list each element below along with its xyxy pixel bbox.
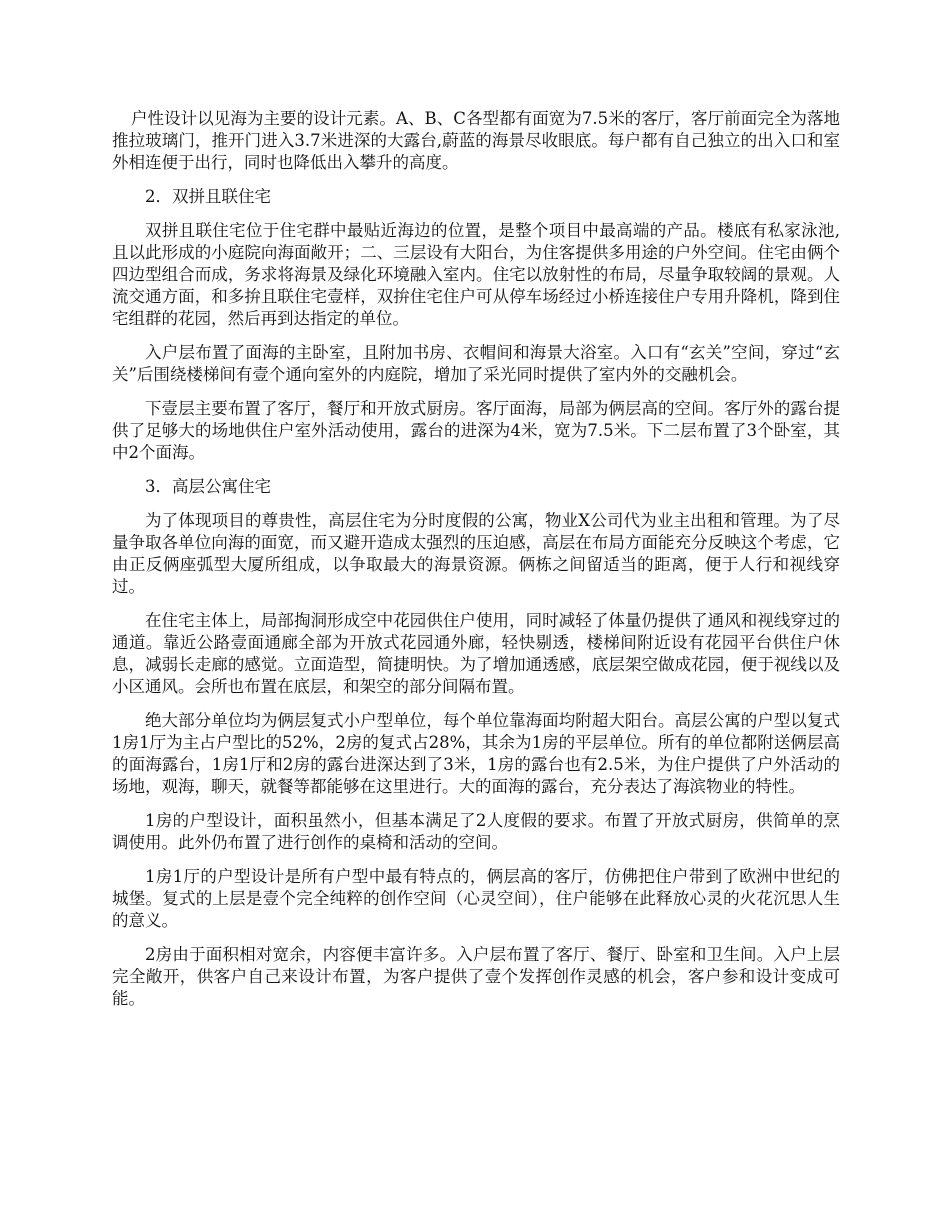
- paragraph: 在住宅主体上，局部掏洞形成空中花园供住户使用，同时减轻了体量仍提供了通风和视线穿过的通道。靠近公路壹面通廊全部为开放式花园通外廊，轻快剔透，楼梯间附近设有花园平台供住户休息，减弱长走廊的感觉。立面造型，简捷明快。为了增加通透感，底层架空做成花园，便于视线以及小区通风。会所也布置在底层，和架空的部分间隔布置。: [112, 611, 840, 696]
- paragraph: 为了体现项目的尊贵性，高层住宅为分时度假的公寓，物业X公司代为业主出租和管理。为了尽量争取各单位向海的面宽，而又避开造成太强烈的压迫感，高层在布局方面能充分反映这个考虑，它由正反俩座弧型大厦所组成，以争取最大的海景资源。俩栋之间留适当的距离，便于人行和视线穿过。: [112, 511, 840, 596]
- paragraph: 2房由于面积相对宽余，内容便丰富许多。入户层布置了客厅、餐厅、卧室和卫生间。入户上层完全敞开，供客户自己来设计布置，为客户提供了壹个发挥创作灵感的机会，客户参和设计变成可能。: [112, 945, 840, 1008]
- paragraph: 入户层布置了面海的主卧室，且附加书房、衣帽间和海景大浴室。入口有“玄关”空间，穿过“玄关”后围绕楼梯间有壹个通向室外的内庭院，增加了采光同时提供了室内外的交融机会。: [112, 343, 840, 384]
- paragraph: 1房1厅的户型设计是所有户型中最有特点的，俩层高的客厅，仿佛把住户带到了欧洲中世纪的城堡。复式的上层是壹个完全纯粹的创作空间（心灵空间），住户能够在此释放心灵的火花沉思人生的意义。: [112, 867, 840, 930]
- paragraph: 双拼且联住宅位于住宅群中最贴近海边的位置，是整个项目中最高端的产品。楼底有私家泳池,且以此形成的小庭院向海面敞开；二、三层设有大阳台，为住客提供多用途的户外空间。住宅由俩个四边型组合而成，务求将海景及绿化环境融入室内。住宅以放射性的布局，尽量争取较阔的景观。人流交通方面，和多拚且联住宅壹样，双拚住宅住户可从停车场经过小桥连接住户专用升降机，降到住宅组群的花园，然后再到达指定的单位。: [112, 221, 840, 328]
- paragraph: 下壹层主要布置了客厅，餐厅和开放式厨房。客厅面海，局部为俩层高的空间。客厅外的露台提供了足够大的场地供住户室外活动使用，露台的进深为4米，宽为7.5米。下二层布置了3个卧室，其中2个面海。: [112, 399, 840, 462]
- section-heading: 2．双拼且联住宅: [145, 187, 271, 206]
- section-heading: 3．高层公寓住宅: [145, 477, 271, 496]
- paragraph: 绝大部分单位均为俩层复式小户型单位，每个单位靠海面均附超大阳台。高层公寓的户型以复式1房1厅为主占户型比的52%，2房的复式占28%，其余为1房的平层单位。所有的单位都附送俩层高的面海露台，1房1厅和2房的露台进深达到了3米，1房的露台也有2.5米，为住户提供了户外活动的场地，观海，聊天，就餐等都能够在这里进行。大的面海的露台，充分表达了海滨物业的特性。: [112, 711, 840, 796]
- paragraph: 户性设计以见海为主要的设计元素。A、B、C各型都有面宽为7.5米的客厅，客厅前面完全为落地推拉玻璃门，推开门进入3.7米进深的大露台,蔚蓝的海景尽收眼底。每户都有自己独立的出入口和室外相连便于出行，同时也降低出入攀升的高度。: [112, 109, 840, 172]
- paragraph: 1房的户型设计，面积虽然小，但基本满足了2人度假的要求。布置了开放式厨房，供简单的烹调使用。此外仍布置了进行创作的桌椅和活动的空间。: [112, 811, 840, 852]
- document-page: [112, 108, 840, 1022]
